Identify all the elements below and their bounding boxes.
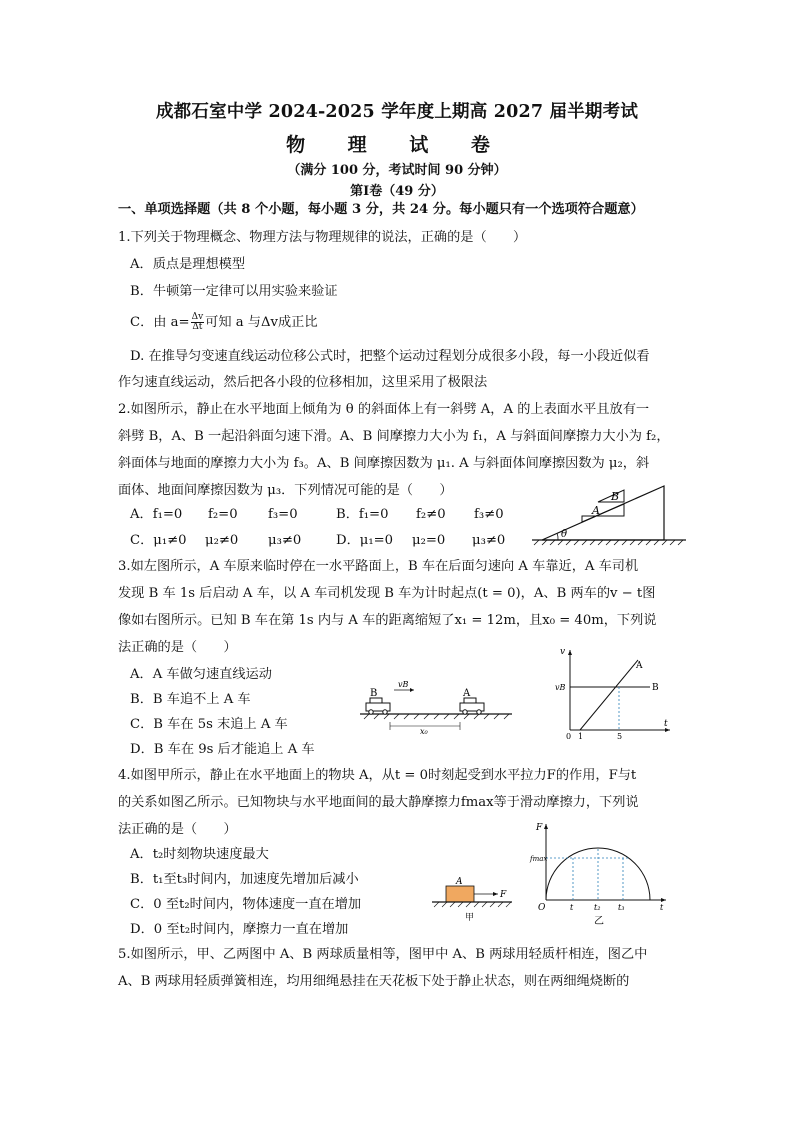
q3-line3: 像如右图所示。已知 B 车在第 1s 内与 A 车的距离缩短了x₁ = 12m，且x₀ = 40m，下列说	[118, 613, 657, 628]
q1-c-num: Δv	[191, 312, 204, 322]
q1-c-prefix: C．由 a=	[130, 315, 190, 330]
q2-option-b-1: B．f₁=0	[336, 507, 389, 522]
q4-ft-graph	[532, 818, 672, 930]
q4-graph-f-arrow	[544, 824, 548, 829]
q4-force-label: F	[500, 890, 507, 900]
q3-label-car-b: B	[370, 688, 378, 699]
q3-graph-tick-5: 5	[617, 732, 623, 741]
q4-ground-hatch	[434, 902, 511, 907]
q4-option-c: C．0 至t₂时间内，物体速度一直在增加	[130, 897, 362, 912]
q4-line2: 的关系如图乙所示。已知物块与水平地面间的最大静摩擦力fmax等于滑动摩擦力，下列说	[118, 795, 639, 810]
q1-c-den: Δt	[192, 322, 203, 332]
q4-line1: 4.如图甲所示，静止在水平地面上的物块 A，从t = 0时刻起受到水平拉力F的作用，F与t	[118, 768, 637, 783]
q2-option-d-1: D．μ₁=0	[336, 533, 394, 548]
q3-option-c: C．B 车在 5s 末追上 A 车	[130, 717, 288, 732]
q3-vt-graph	[556, 644, 676, 740]
q4-line3: 法正确的是（ ）	[118, 822, 237, 837]
q2-option-a-3: f₃=0	[268, 507, 298, 522]
q2-ground-hatch	[534, 540, 683, 545]
paper-subtitle: 物 理 试 卷	[286, 134, 508, 156]
q5-line1: 5.如图所示，甲、乙两图中 A、B 两球质量相等，图甲中 A、B 两球用轻质杆相连，图乙中	[118, 947, 648, 962]
q3-graph-v-arrow	[568, 650, 572, 655]
q4-force-arrowhead	[493, 892, 498, 896]
q3-graph-v-label: v	[560, 647, 566, 657]
exam-note: （满分 100 分，考试时间 90 分钟）	[287, 163, 507, 178]
q4-graph-t2-label: t₂	[594, 903, 601, 912]
q3-graph-b-label: B	[652, 683, 659, 693]
q3-velocity-arrowhead	[410, 688, 414, 692]
q3-line4: 法正确的是（ ）	[118, 640, 237, 655]
q2-wedge-a	[582, 504, 624, 522]
exam-title: 成都石室中学 2024-2025 学年度上期高 2027 届半期考试	[155, 102, 639, 122]
q1-option-a: A．质点是理想模型	[130, 257, 246, 272]
q5-line2: A、B 两球用轻质弹簧相连，均用细绳悬挂在天花板下处于静止状态，则在两细绳烧断的	[118, 974, 630, 989]
q4-graph-t-arrow	[661, 898, 666, 902]
q2-option-c-1: C．μ₁≠0	[130, 533, 187, 548]
q3-graph-t-label: t	[664, 719, 668, 729]
q3-option-b: B．B 车追不上 A 车	[130, 692, 251, 707]
q4-graph-fmax-label: fmax	[530, 855, 548, 863]
q2-line2: 斜劈 B，A、B 一起沿斜面匀速下滑。A、B 间摩擦力大小为 f₁，A 与斜面间摩擦力大小为 f₂，	[118, 429, 670, 444]
q1-stem: 1.下列关于物理概念、物理方法与物理规律的说法，正确的是（ ）	[118, 230, 527, 245]
q3-label-car-a: A	[463, 688, 471, 699]
q3-graph-a-label: A	[636, 661, 643, 671]
q4-graph-t-label: t	[660, 903, 664, 912]
q3-graph-vb-label: vB	[555, 683, 566, 692]
q3-cars-figure	[356, 676, 516, 736]
q4-graph-t3-label: t₃	[618, 903, 625, 912]
q2-option-b-3: f₃≠0	[474, 507, 504, 522]
q3-label-vb: vB	[398, 680, 409, 689]
q2-option-a-1: A．f₁=0	[130, 507, 183, 522]
q2-line4: 面体、地面间摩擦因数为 μ₃．下列情况可能的是（ ）	[118, 483, 453, 498]
q2-label-theta: θ	[561, 529, 568, 540]
q4-block	[446, 886, 474, 902]
q3-car-b	[366, 698, 390, 714]
q3-label-x0: x₀	[420, 727, 428, 736]
q3-graph-tick-1: 1	[578, 732, 584, 741]
q4-block-label: A	[456, 877, 463, 887]
q1-option-d-line2: 作匀速直线运动，然后把各小段的位移相加，这里采用了极限法	[118, 375, 488, 390]
q3-graph-origin: 0	[566, 732, 572, 741]
q4-graph-origin: O	[538, 903, 546, 913]
q3-option-d: D．B 车在 9s 后才能追上 A 车	[130, 742, 315, 757]
q4-option-b: B．t₁至t₃时间内，加速度先增加后减小	[130, 872, 359, 887]
q3-option-a: A．A 车做匀速直线运动	[130, 667, 272, 682]
q2-option-d-2: μ₂=0	[412, 533, 446, 548]
section1-heading: 一、单项选择题（共 8 个小题，每小题 3 分，共 24 分。每小题只有一个选项符合题意）	[118, 202, 644, 217]
q4-caption-yi: 乙	[594, 916, 604, 927]
q2-option-d-3: μ₃≠0	[472, 533, 506, 548]
q2-line3: 斜面体与地面的摩擦力大小为 f₃。A、B 间摩擦因数为 μ₁. A 与斜面体间摩擦因数为 μ₂，斜	[118, 456, 650, 471]
q1-c-fraction	[191, 313, 205, 332]
q2-angle-arc	[557, 533, 558, 540]
q2-label-b: B	[611, 490, 620, 503]
q1-c-suffix: 可知 a 与Δv成正比	[205, 315, 318, 330]
q2-option-c-2: μ₂≠0	[205, 533, 239, 548]
q1-option-c	[130, 313, 318, 332]
q4-caption-jia: 甲	[465, 913, 475, 923]
q1-option-d-line1: D. 在推导匀变速直线运动位移公式时，把整个运动过程划分成很多小段，每一小段近似看	[130, 349, 650, 364]
q4-option-d: D．0 至t₂时间内，摩擦力一直在增加	[130, 922, 349, 937]
q2-option-a-2: f₂=0	[208, 507, 238, 522]
q2-option-b-2: f₂≠0	[416, 507, 446, 522]
q3-graph-line-a	[580, 660, 638, 730]
q1-option-b: B．牛顿第一定律可以用实验来验证	[130, 284, 338, 299]
q2-option-c-3: μ₃≠0	[268, 533, 302, 548]
q3-line1: 3.如左图所示，A 车原来临时停在一水平路面上，B 车在后面匀速向 A 车靠近，A 车司机	[118, 559, 639, 574]
q2-label-a: A	[592, 504, 600, 517]
q2-incline-figure	[528, 478, 690, 550]
q4-graph-f-label: F	[536, 823, 543, 833]
q3-car-a	[460, 698, 484, 714]
q3-line2: 发现 B 车 1s 后启动 A 车，以 A 车司机发现 B 车为计时起点(t = 0)，A、B 两车的v − t图	[118, 586, 656, 601]
q4-option-a: A．t₂时刻物块速度最大	[130, 847, 269, 862]
part-heading: 第Ⅰ卷（49 分）	[350, 184, 444, 199]
q3-road-hatch	[364, 714, 509, 719]
q4-block-figure	[428, 874, 518, 924]
q2-line1: 2.如图所示，静止在水平地面上倾角为 θ 的斜面体上有一斜劈 A，A 的上表面水平且放有一	[118, 402, 650, 417]
q4-graph-t1-label: t	[570, 903, 574, 912]
